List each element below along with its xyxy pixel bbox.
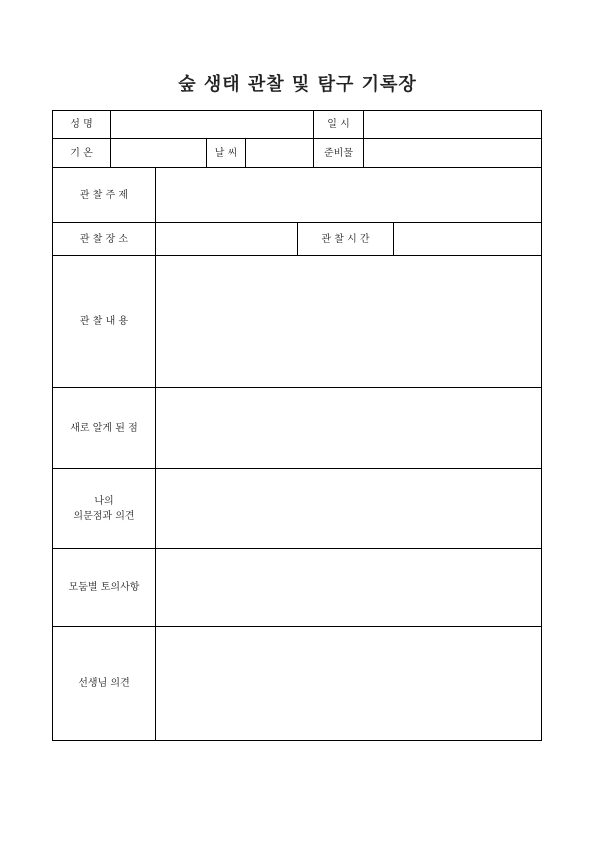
weather-label: 날 씨 xyxy=(206,139,245,167)
learned-field[interactable] xyxy=(155,388,541,468)
row-teacher xyxy=(53,627,541,740)
datetime-label: 일 시 xyxy=(313,111,363,138)
topic-label: 관 찰 주 제 xyxy=(79,189,129,201)
content-label: 관 찰 내 용 xyxy=(79,316,129,327)
name-label: 성 명 xyxy=(70,119,93,130)
opinion-label xyxy=(53,469,155,548)
page-title: 숲 생태 관찰 및 탐구 기록장 xyxy=(178,74,417,95)
row-topic xyxy=(53,168,541,223)
opinion-field[interactable] xyxy=(155,469,541,548)
time-label: 관 찰 시 간 xyxy=(297,223,393,255)
time-field[interactable] xyxy=(393,223,541,255)
teacher-field[interactable] xyxy=(155,627,541,740)
supplies-label: 준비물 xyxy=(313,139,363,167)
record-form xyxy=(52,110,542,741)
row-group xyxy=(53,549,541,627)
row-name-datetime xyxy=(53,111,541,139)
teacher-label: 선생님 의견 xyxy=(78,678,130,689)
row-content xyxy=(53,256,541,388)
place-label: 관 찰 장 소 xyxy=(79,233,129,245)
temp-label: 기 온 xyxy=(70,147,93,159)
name-field[interactable] xyxy=(110,111,313,138)
opinion-label-line1: 나의 xyxy=(94,495,114,507)
weather-field[interactable] xyxy=(245,139,313,167)
group-field[interactable] xyxy=(155,549,541,626)
temp-field[interactable] xyxy=(110,139,206,167)
row-opinion xyxy=(53,469,541,549)
row-temp-weather-supplies xyxy=(53,139,541,168)
topic-field[interactable] xyxy=(155,168,541,222)
opinion-label-line2: 의문점과 의견 xyxy=(73,510,135,522)
group-label: 모둠별 토의사항 xyxy=(68,582,140,593)
place-field[interactable] xyxy=(155,223,297,255)
datetime-field[interactable] xyxy=(363,111,541,138)
supplies-field[interactable] xyxy=(363,139,541,167)
row-learned xyxy=(53,388,541,469)
row-place-time xyxy=(53,223,541,256)
learned-label: 새로 알게 된 점 xyxy=(70,422,138,434)
content-field[interactable] xyxy=(155,256,541,387)
